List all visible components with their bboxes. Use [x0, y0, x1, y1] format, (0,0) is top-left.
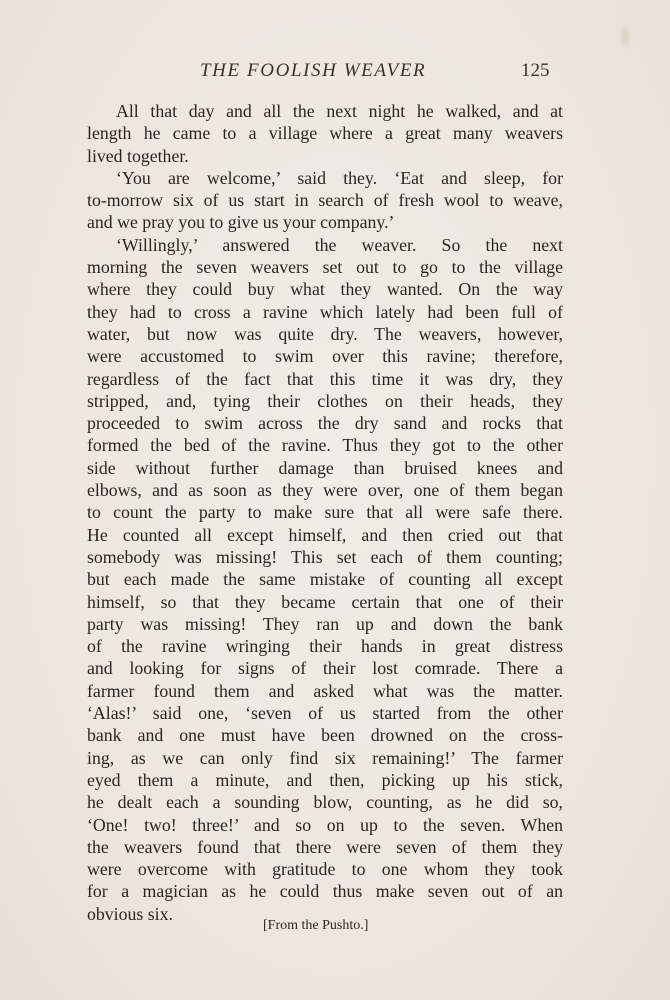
text-line: proceeded to swim across the dry sand and rocks that	[87, 413, 563, 434]
story-text	[87, 100, 563, 925]
text-line: lived together.	[87, 145, 189, 166]
text-line: morning the seven weavers set out to go to the village	[87, 257, 563, 278]
text-line: the weavers found that there were seven of them they	[87, 836, 563, 857]
text-line: to-morrow six of us start in search of fresh wool to weave,	[87, 190, 563, 211]
text-line: ing, as we can only find six remaining!’ The farmer	[87, 747, 563, 768]
text-line: elbows, and as soon as they were over, one of them began	[87, 480, 563, 501]
text-line: and looking for signs of their lost comrade. There a	[87, 658, 563, 679]
text-line: where they could buy what they wanted. On the way	[87, 279, 563, 300]
text-line: He counted all except himself, and then cried out that	[87, 524, 563, 545]
text-line: for a magician as he could thus make seven out of an	[87, 881, 563, 902]
text-line: to count the party to make sure that all were safe there.	[87, 502, 563, 523]
text-line: ‘Willingly,’ answered the weaver. So the next	[116, 234, 563, 255]
text-line: side without further damage than bruised knees and	[87, 457, 563, 478]
paper-stain	[618, 22, 632, 52]
text-line: were accustomed to swim over this ravine; therefore,	[87, 346, 563, 367]
text-line: water, but now was quite dry. The weavers, however,	[87, 323, 563, 344]
text-line: farmer found them and asked what was the matter.	[87, 680, 563, 701]
text-line: himself, so that they became certain that one of their	[87, 591, 563, 612]
text-line: he dealt each a sounding blow, counting, as he did so,	[87, 792, 563, 813]
text-line: eyed them a minute, and then, picking up his stick,	[87, 769, 563, 790]
text-line: were overcome with gratitude to one whom they took	[87, 859, 563, 880]
source-note: [From the Pushto.]	[263, 918, 369, 933]
text-line: formed the bed of the ravine. Thus they got to the other	[87, 435, 563, 456]
running-title: THE FOOLISH WEAVER	[200, 60, 427, 81]
text-line: of the ravine wringing their hands in great distress	[87, 636, 563, 657]
text-line: and we pray you to give us your company.’	[87, 212, 395, 233]
text-line: ‘You are welcome,’ said they. ‘Eat and sleep, for	[116, 167, 563, 188]
text-line: bank and one must have been drowned on the cross-	[87, 725, 563, 746]
text-line: they had to cross a ravine which lately had been full of	[87, 301, 563, 322]
text-line: ‘Alas!’ said one, ‘seven of us started from the other	[87, 703, 563, 724]
page-number: 125	[521, 60, 550, 81]
text-line: length he came to a village where a great many weavers	[87, 123, 563, 144]
text-line: regardless of the fact that this time it was dry, they	[87, 368, 563, 389]
text-line: stripped, and, tying their clothes on their heads, they	[87, 390, 563, 411]
running-head	[0, 60, 670, 84]
text-line: obvious six.	[87, 903, 173, 924]
text-line: All that day and all the next night he walked, and at	[116, 101, 563, 121]
text-line: ‘One! two! three!’ and so on up to the seven. When	[87, 814, 563, 835]
text-line: somebody was missing! This set each of them counting;	[87, 546, 563, 567]
text-line: party was missing! They ran up and down the bank	[87, 613, 563, 634]
text-line: but each made the same mistake of counting all except	[87, 569, 563, 590]
